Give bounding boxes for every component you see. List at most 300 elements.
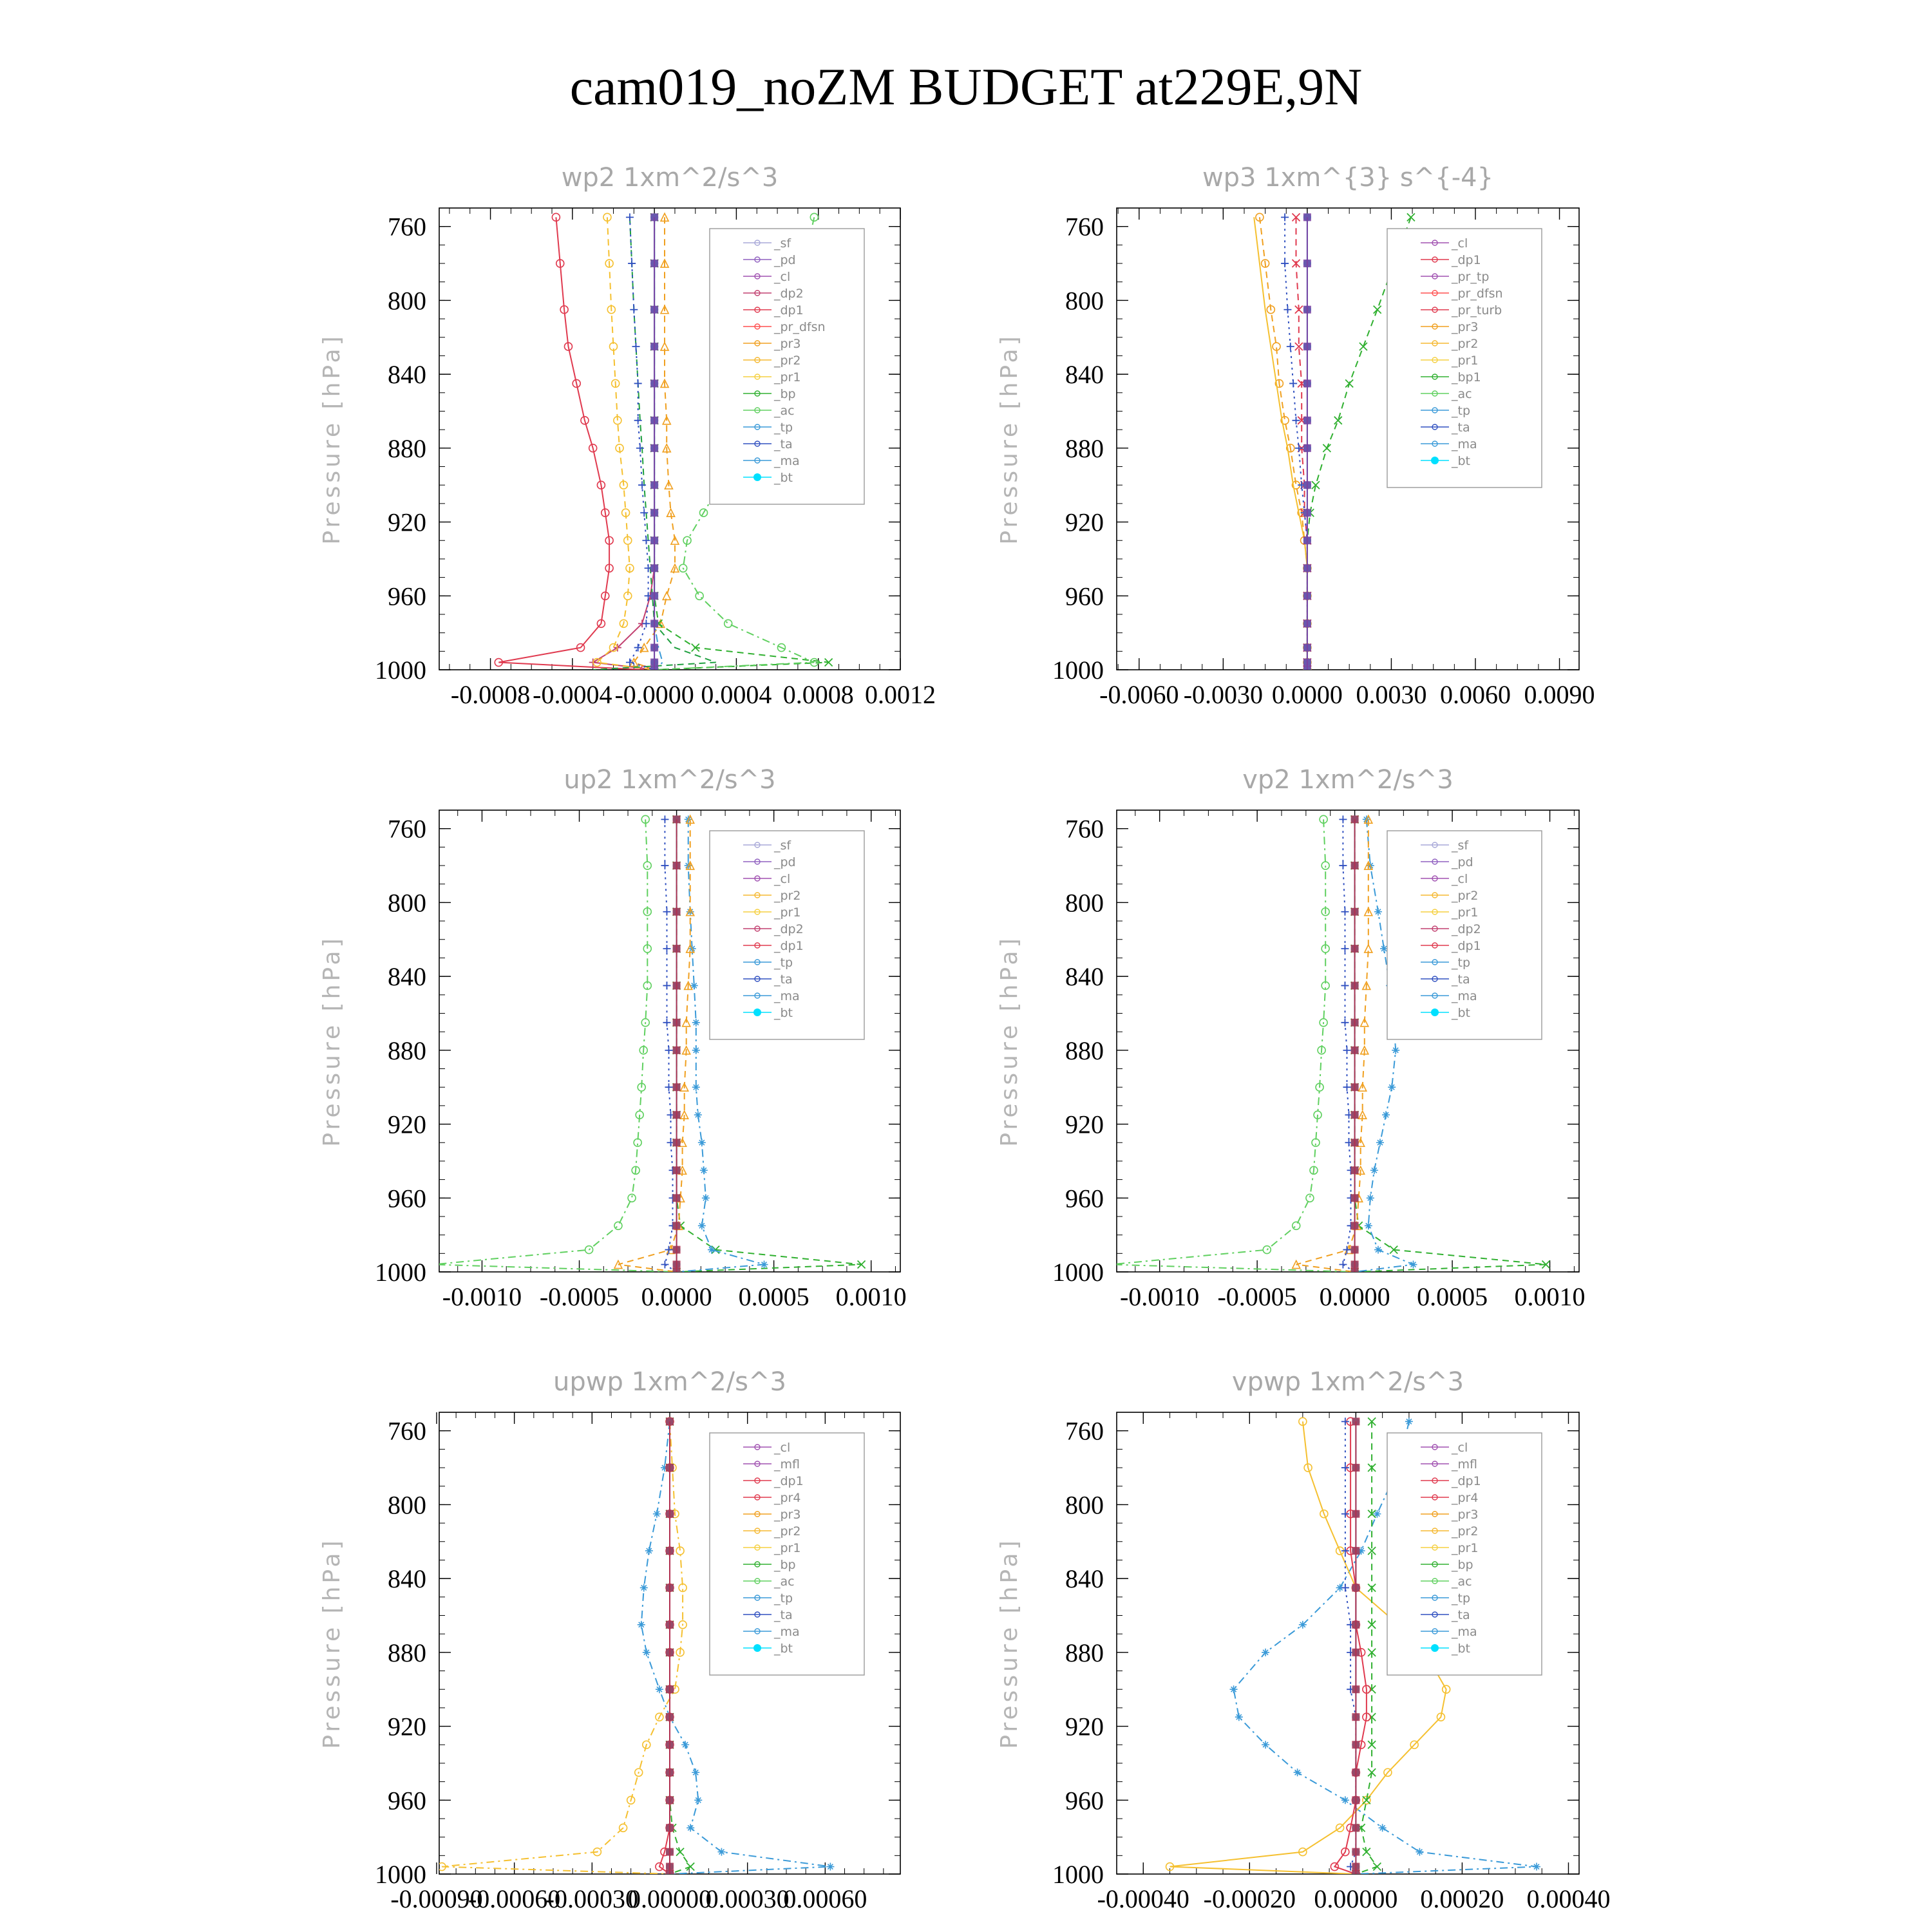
data-point (1351, 1046, 1359, 1054)
data-point (626, 659, 634, 667)
legend-marker (753, 473, 761, 481)
y-tick-label: 960 (1065, 582, 1104, 611)
data-point (673, 862, 681, 869)
data-point (1351, 1166, 1359, 1174)
y-axis-label: Pressure [hPa] (319, 1537, 345, 1749)
data-point (761, 1261, 768, 1269)
legend-label: _pr2 (774, 354, 801, 368)
legend-label: _pr3 (774, 337, 801, 351)
data-point (1351, 862, 1359, 869)
data-point (1351, 1246, 1359, 1254)
data-point (1351, 1194, 1359, 1202)
data-point (1303, 509, 1311, 516)
series-line-ta (1285, 217, 1307, 670)
data-point (650, 417, 658, 424)
legend-label: _ma (1452, 1625, 1477, 1639)
data-point (653, 1510, 661, 1518)
legend-label: _ma (774, 454, 800, 468)
data-point (666, 1547, 674, 1555)
chart-panel-4 (319, 1367, 900, 1913)
data-point (1351, 1083, 1359, 1091)
data-point (1376, 1139, 1384, 1146)
data-point (1370, 1166, 1378, 1174)
data-point (1351, 1222, 1359, 1229)
data-point (1352, 1510, 1359, 1518)
legend-label: _pr2 (1452, 337, 1479, 351)
data-point (1107, 1261, 1115, 1269)
y-axis-label: Pressure [hPa] (996, 333, 1023, 545)
y-axis-label: Pressure [hPa] (996, 935, 1023, 1147)
data-point (702, 1194, 710, 1202)
legend-label: _pr1 (1452, 905, 1479, 920)
data-point (1352, 1621, 1359, 1629)
data-point (698, 1222, 706, 1229)
x-tick-label: -0.00090 (390, 1884, 483, 1913)
y-tick-label: 760 (388, 212, 426, 242)
legend-label: _cl (774, 1441, 791, 1455)
data-point (673, 1046, 681, 1054)
data-point (1373, 1863, 1381, 1871)
legend-label: _cl (1452, 872, 1468, 886)
data-point (1303, 659, 1311, 667)
y-tick-label: 1000 (375, 656, 426, 685)
data-point (645, 1547, 653, 1555)
y-tick-label: 760 (388, 814, 426, 844)
series-line-ta (665, 819, 676, 1272)
data-point (661, 815, 668, 823)
x-tick-label: 0.00030 (705, 1884, 790, 1913)
data-point (650, 260, 658, 267)
legend-label: _tp (774, 956, 793, 970)
data-point (687, 1863, 694, 1871)
y-axis-label: Pressure [hPa] (319, 935, 345, 1147)
legend-label: _pr4 (1452, 1491, 1479, 1505)
y-tick-label: 800 (1065, 286, 1104, 316)
y-tick-label: 920 (388, 1712, 426, 1741)
x-tick-label: 0.0060 (1439, 680, 1511, 709)
series-line-pr2 (1260, 217, 1307, 670)
data-point (673, 1246, 681, 1254)
y-tick-label: 840 (388, 1564, 426, 1594)
data-point (1303, 592, 1311, 600)
x-tick-label: 0.00000 (1314, 1884, 1398, 1913)
y-axis-label: Pressure [hPa] (996, 1537, 1023, 1749)
data-point (1303, 343, 1311, 350)
data-point (1359, 343, 1367, 350)
data-point (1365, 1222, 1372, 1229)
data-point (673, 1194, 681, 1202)
data-point (673, 1083, 681, 1091)
data-point (1352, 1649, 1359, 1656)
data-point (663, 981, 670, 989)
x-tick-label: -0.0000 (614, 680, 694, 709)
chart-panel-5 (996, 1367, 1610, 1913)
data-point (650, 306, 658, 314)
legend-label: _pr_dfsn (774, 320, 826, 334)
legend-label: _bt (1452, 1642, 1471, 1656)
series-line-pr4 (659, 1421, 670, 1874)
legend-label: _ma (774, 989, 800, 1003)
legend-label: _pr2 (774, 889, 801, 903)
y-tick-label: 960 (1065, 1184, 1104, 1213)
legend-label: _dp1 (774, 939, 804, 953)
data-point (1289, 379, 1297, 387)
series-line-dp1 (1111, 819, 1355, 1272)
chart-panel-2 (319, 765, 907, 1311)
data-point (681, 1741, 689, 1748)
data-point (1352, 1848, 1359, 1856)
y-axis-label: Pressure [hPa] (319, 333, 345, 545)
legend-label: _dp2 (774, 922, 804, 936)
data-point (1283, 306, 1291, 314)
data-point (666, 1649, 674, 1656)
legend-label: _sf (774, 236, 791, 251)
data-point (661, 1261, 668, 1269)
panel-title: wp3 1xm^{3} s^{-4} (1202, 163, 1494, 193)
data-point (1343, 1046, 1350, 1054)
data-point (663, 592, 670, 600)
data-point (1351, 908, 1359, 916)
data-point (1341, 908, 1349, 916)
x-tick-label: 0.0090 (1524, 680, 1595, 709)
x-tick-label: 0.00060 (783, 1884, 867, 1913)
data-point (1287, 343, 1294, 350)
x-tick-label: -0.00040 (1097, 1884, 1189, 1913)
data-point (673, 1222, 681, 1229)
legend-label: _dp1 (1452, 253, 1481, 267)
data-point (1352, 1685, 1359, 1693)
data-point (1341, 981, 1349, 989)
series-line-pr1 (1254, 217, 1307, 670)
legend-label: _bp (774, 387, 796, 401)
x-tick-label: 0.0010 (1514, 1282, 1586, 1311)
legend-label: _sf (1452, 838, 1469, 853)
y-tick-label: 1000 (1052, 1860, 1104, 1889)
data-point (666, 1796, 674, 1804)
legend-label: _pd (774, 253, 796, 267)
data-point (650, 644, 658, 652)
data-point (666, 1863, 674, 1871)
legend-label: _tp (1452, 956, 1471, 970)
legend-label: _ta (1452, 421, 1470, 435)
y-tick-label: 800 (1065, 888, 1104, 918)
data-point (673, 1111, 681, 1119)
data-point (1388, 1083, 1396, 1091)
y-tick-label: 840 (388, 962, 426, 992)
legend-label: _tp (1452, 1591, 1471, 1605)
x-tick-label: 0.00000 (628, 1884, 712, 1913)
legend-label: _pr_dfsn (1452, 287, 1503, 301)
legend-marker (1431, 457, 1439, 464)
x-tick-label: 0.0008 (782, 680, 854, 709)
data-point (666, 1464, 674, 1472)
data-point (673, 981, 681, 989)
series-line-ta (630, 217, 654, 670)
data-point (1281, 260, 1289, 267)
data-point (650, 444, 658, 452)
x-tick-label: -0.0008 (450, 680, 531, 709)
legend-label: _cl (774, 270, 791, 284)
legend-label: _pd (774, 855, 796, 869)
chart-panel-0 (319, 163, 936, 709)
series-line-dp2 (593, 217, 654, 670)
legend-marker (1431, 1009, 1439, 1016)
data-point (666, 1713, 674, 1721)
data-point (1367, 1194, 1374, 1202)
data-point (643, 862, 651, 869)
data-point (692, 1768, 699, 1776)
data-point (642, 536, 650, 544)
data-point (638, 481, 646, 489)
data-point (1341, 1796, 1349, 1804)
data-point (1351, 1139, 1359, 1146)
data-point (1323, 444, 1331, 452)
data-point (666, 1848, 674, 1856)
legend-marker (753, 1644, 761, 1652)
legend-label: _bp (1452, 1558, 1473, 1572)
x-tick-label: -0.0005 (1217, 1282, 1297, 1311)
data-point (1262, 1741, 1269, 1748)
data-point (826, 1863, 834, 1871)
data-point (673, 1268, 681, 1276)
legend-label: _pd (1452, 855, 1473, 869)
x-tick-label: 0.00020 (1420, 1884, 1504, 1913)
legend-label: _bt (774, 471, 793, 485)
legend-label: _pr1 (774, 1541, 801, 1555)
data-point (650, 536, 658, 544)
data-point (663, 945, 670, 952)
series-line-pr1 (442, 1421, 683, 1874)
legend-label: _ma (1452, 989, 1477, 1003)
y-tick-label: 760 (388, 1416, 426, 1446)
x-tick-label: 0.0004 (701, 680, 772, 709)
legend-label: _pr1 (774, 370, 801, 384)
x-tick-label: -0.0010 (1119, 1282, 1200, 1311)
data-point (1303, 620, 1311, 627)
data-point (1306, 1194, 1314, 1202)
y-tick-label: 920 (1065, 507, 1104, 537)
x-tick-label: 0.0000 (1271, 680, 1343, 709)
y-tick-label: 840 (388, 360, 426, 390)
legend-label: _bt (1452, 1006, 1471, 1020)
data-point (650, 659, 658, 667)
data-point (1407, 213, 1415, 221)
data-point (666, 1621, 674, 1629)
data-point (634, 379, 642, 387)
data-point (1339, 862, 1347, 869)
legend-label: _ta (774, 437, 793, 451)
data-point (626, 213, 634, 221)
legend-label: _cl (774, 872, 791, 886)
legend-label: _sf (774, 838, 791, 853)
data-point (650, 620, 658, 627)
data-point (640, 1584, 648, 1591)
y-tick-label: 960 (1065, 1786, 1104, 1815)
x-tick-label: 0.0005 (1417, 1282, 1488, 1311)
data-point (1303, 379, 1311, 387)
legend-label: _bt (774, 1006, 793, 1020)
legend-label: _tp (1452, 404, 1471, 418)
data-point (1341, 1584, 1349, 1591)
legend-label: _cl (1452, 1441, 1468, 1455)
data-point (643, 1649, 650, 1656)
x-tick-label: 0.0000 (1319, 1282, 1390, 1311)
legend-label: _dp2 (774, 287, 804, 301)
data-point (1294, 1768, 1302, 1776)
data-point (634, 417, 642, 424)
page-title: cam019_noZM BUDGET at229E,9N (569, 57, 1363, 116)
data-point (666, 1685, 674, 1693)
data-point (1341, 945, 1349, 952)
data-point (1352, 1417, 1359, 1425)
data-point (665, 1083, 672, 1091)
x-tick-label: 0.0000 (641, 1282, 712, 1311)
data-point (666, 1417, 674, 1425)
legend-label: _pr2 (774, 1524, 801, 1539)
data-point (673, 945, 681, 952)
data-point (692, 1019, 700, 1027)
data-point (724, 620, 732, 627)
data-point (1352, 1713, 1359, 1721)
legend-label: _pr1 (1452, 354, 1479, 368)
legend-marker (753, 1009, 761, 1016)
y-tick-label: 1000 (1052, 1258, 1104, 1287)
panel-title: up2 1xm^2/s^3 (564, 765, 776, 795)
data-point (673, 1261, 681, 1269)
data-point (1374, 1246, 1382, 1254)
data-point (661, 862, 668, 869)
x-tick-label: -0.0004 (533, 680, 612, 709)
y-tick-label: 920 (1065, 1712, 1104, 1741)
data-point (1351, 945, 1359, 952)
data-point (1293, 1222, 1300, 1229)
data-point (1352, 1768, 1359, 1776)
data-point (650, 343, 658, 350)
y-tick-label: 800 (388, 1490, 426, 1520)
data-point (673, 815, 681, 823)
legend-label: _dp1 (1452, 939, 1481, 953)
data-point (630, 306, 638, 314)
data-point (673, 1139, 681, 1146)
data-point (696, 592, 703, 600)
x-tick-label: -0.00060 (468, 1884, 561, 1913)
data-point (628, 260, 636, 267)
x-tick-label: -0.0030 (1183, 680, 1264, 709)
data-point (1303, 213, 1311, 221)
data-point (1379, 1824, 1387, 1832)
chart-panel-3 (996, 765, 1586, 1311)
legend-label: _tp (774, 421, 793, 435)
x-tick-label: -0.00020 (1203, 1884, 1296, 1913)
y-tick-label: 880 (388, 1036, 426, 1065)
data-point (700, 1166, 708, 1174)
data-point (656, 1685, 663, 1693)
legend-label: _ta (774, 1608, 793, 1622)
legend-label: _ac (774, 404, 795, 418)
data-point (650, 564, 658, 572)
data-point (663, 1019, 670, 1027)
data-point (1341, 1019, 1349, 1027)
series-line-ta (1343, 819, 1354, 1272)
data-point (632, 343, 639, 350)
legend-label: _pr1 (1452, 1541, 1479, 1555)
y-tick-label: 960 (388, 1786, 426, 1815)
data-point (673, 1019, 681, 1027)
legend-label: _bt (1452, 454, 1471, 468)
x-tick-label: 0.00040 (1526, 1884, 1611, 1913)
data-point (694, 1796, 702, 1804)
data-point (694, 1111, 702, 1119)
y-tick-label: 920 (388, 1110, 426, 1139)
panel-title: vp2 1xm^2/s^3 (1242, 765, 1454, 795)
y-tick-label: 920 (388, 507, 426, 537)
data-point (1303, 260, 1311, 267)
data-point (1303, 481, 1311, 489)
data-point (698, 1139, 706, 1146)
x-tick-label: -0.0010 (442, 1282, 522, 1311)
data-point (1303, 564, 1311, 572)
data-point (1405, 1417, 1413, 1425)
data-point (665, 1046, 672, 1054)
series-line-dp1 (433, 819, 677, 1272)
data-point (692, 1046, 700, 1054)
data-point (650, 481, 658, 489)
data-point (1352, 1796, 1359, 1804)
x-tick-label: 0.0010 (835, 1282, 907, 1311)
data-point (1416, 1848, 1423, 1856)
legend-label: _mfl (1452, 1457, 1477, 1472)
legend-label: _ta (774, 972, 793, 987)
panel-title: upwp 1xm^2/s^3 (553, 1367, 786, 1397)
data-point (1409, 1261, 1417, 1269)
data-point (1351, 1268, 1359, 1276)
data-point (663, 908, 670, 916)
legend-label: _pr2 (1452, 1524, 1479, 1539)
y-tick-label: 800 (388, 888, 426, 918)
data-point (1303, 644, 1311, 652)
y-tick-label: 1000 (375, 1258, 426, 1287)
legend-label: _dp1 (774, 1474, 804, 1488)
panel-title: vpwp 1xm^2/s^3 (1231, 1367, 1464, 1397)
legend-label: _mfl (774, 1457, 800, 1472)
y-tick-label: 880 (388, 1638, 426, 1667)
legend-label: _dp1 (1452, 1474, 1481, 1488)
data-point (1352, 1863, 1359, 1871)
data-point (1380, 945, 1388, 952)
x-tick-label: 0.0005 (738, 1282, 810, 1311)
data-point (1351, 1111, 1359, 1119)
data-point (1352, 1870, 1359, 1878)
legend-label: _pr1 (774, 905, 801, 920)
data-point (614, 1222, 622, 1229)
y-tick-label: 880 (1065, 433, 1104, 463)
data-point (673, 1166, 681, 1174)
legend-label: _ta (1452, 1608, 1470, 1622)
panel-title: wp2 1xm^2/s^3 (561, 163, 779, 193)
data-point (1374, 908, 1382, 916)
legend-label: _ac (1452, 387, 1472, 401)
data-point (650, 379, 658, 387)
legend-label: _bt (774, 1642, 793, 1656)
legend-label: _pr3 (774, 1508, 801, 1522)
data-point (1392, 1046, 1399, 1054)
legend-label: _pr3 (1452, 1508, 1479, 1522)
data-point (1343, 1083, 1350, 1091)
data-point (692, 1083, 700, 1091)
legend-label: _pr4 (774, 1491, 801, 1505)
data-point (1382, 1111, 1390, 1119)
data-point (1351, 1261, 1359, 1269)
